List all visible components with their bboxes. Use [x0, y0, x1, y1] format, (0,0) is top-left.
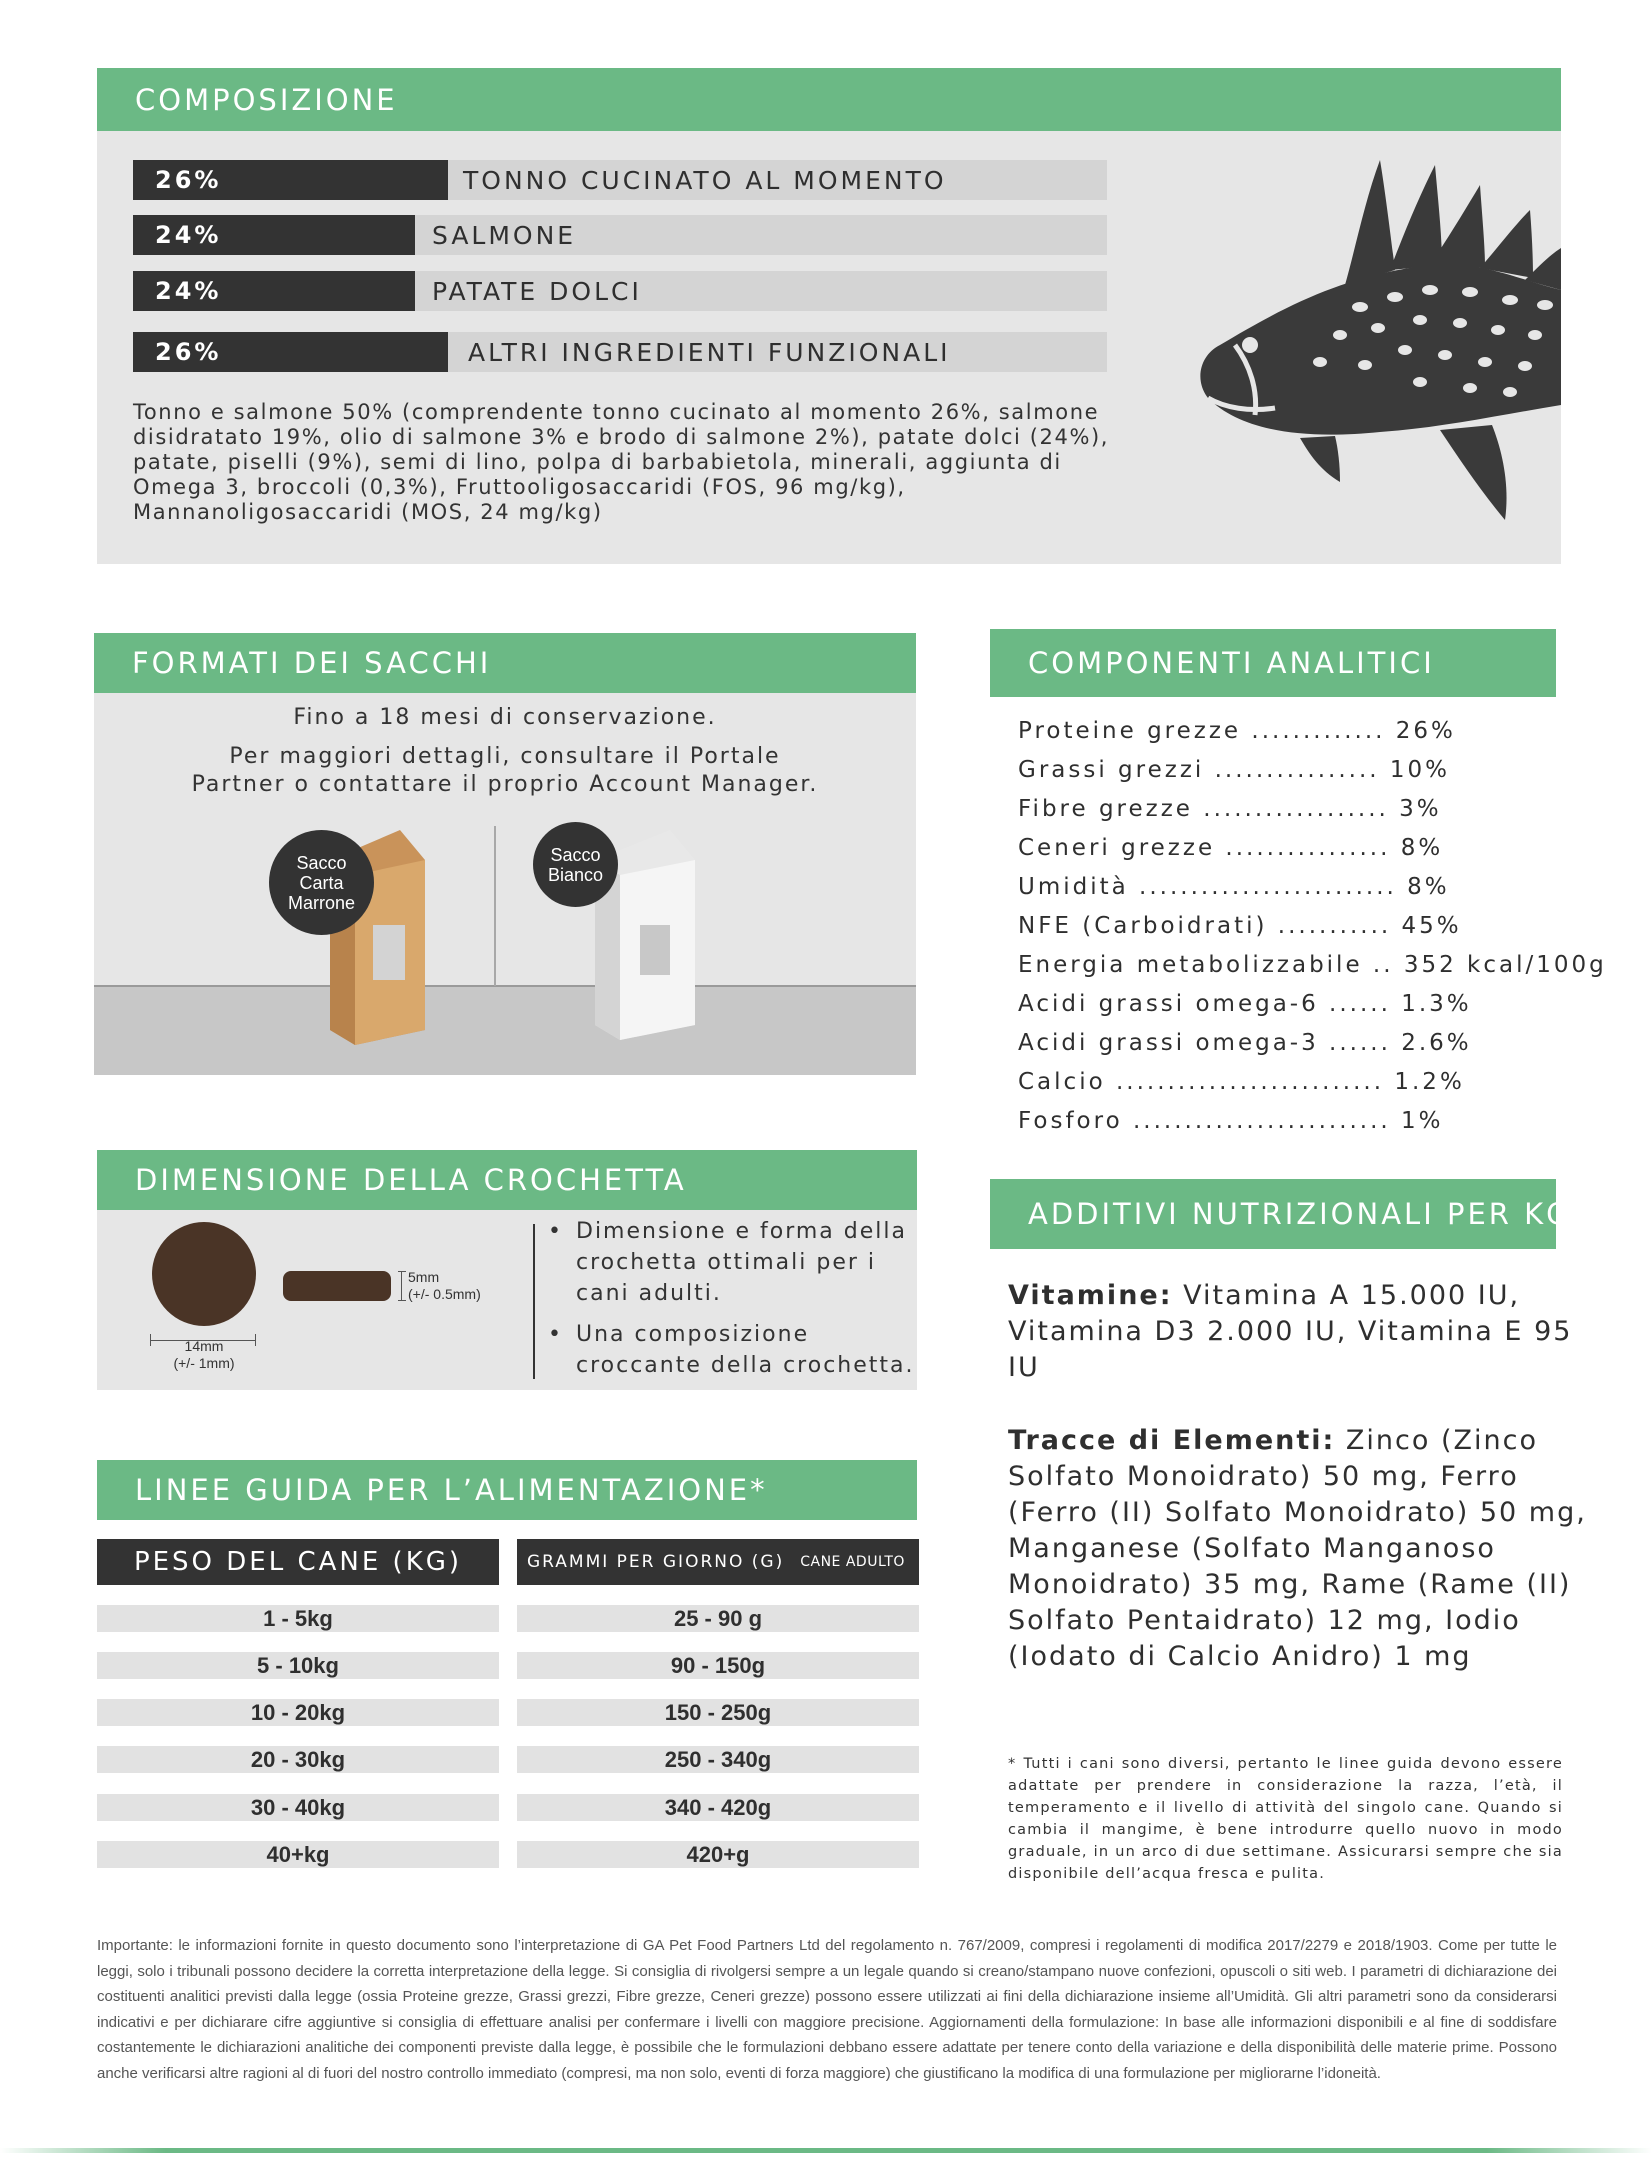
- kibble-bullet: • Dimensione e forma della crochetta ottimali per i cani adulti.: [548, 1216, 918, 1309]
- legal-disclaimer: Importante: le informazioni fornite in questo documento sono l’interpretazione di GA Pet Food Partners Ltd del regolamento n. 767/2009, compresi i regolamenti di modifica 2017/2279 e 2018/1903. Come per tutte le leggi, solo i tribunali possono decidere la corretta interpretazione della legge. Si consiglia di rivolgersi sempre a un legale quando si creano/stampano nuove confezioni, opuscoli o siti web. I parametri di dichiarazione dei costituenti analitici previsti dalla legge (ossia Proteine grezze, Grassi grezzi, Fibre grezze, Ceneri grezze) possono essere utilizzati ai fini della dichiarazione insieme all’Umidità. Gli altri parametri sono da considerarsi indicativi e per dichiarare cifre aggiuntive si consiglia di effettuare analisi per confermare i livelli con maggiore precisione. Aggiornamenti della formulazione: In base alle informazioni disponibili e al fine di soddisfare costantemente le dichiarazioni analitiche dei componenti previste dalla legge, è possibile che le formulazioni debbano essere adattate per tenere conto della variazione e della disponibilità delle materie prime. Possono anche verificarsi altre ragioni al di fuori del nostro controllo immediato (compresi, ma non solo, eventi di forza maggiore) che giustificano la modifica di una formulazione per migliorarne l’idoneità.: [97, 1937, 1557, 2082]
- trace-elements-text: Zinco (Zinco Solfato Monoidrato) 50 mg, Ferro (Ferro (II) Solfato Monoidrato) 50 mg, Manganese (Solfato Manganoso Monoidrato) 35 mg, Rame (Rame (II) Solfato Pentaidrato) 12 mg, Iodio (Iodato di Calcio Anidro) 1 mg: [1008, 1425, 1587, 1672]
- composition-row-label: TONNO CUCINATO AL MOMENTO: [443, 160, 1107, 200]
- analytic-row: Proteine grezze ............. 26%: [1018, 718, 1456, 744]
- bottom-accent-line: [0, 2148, 1652, 2153]
- grams-cell: 420+g: [517, 1841, 919, 1868]
- white-bag-badge: [533, 822, 618, 907]
- analytic-row: Acidi grassi omega-6 ...... 1.3%: [1018, 991, 1472, 1017]
- bags-title: FORMATI DEI SACCHI: [132, 646, 492, 680]
- kibble-bullet: • Una composizione croccante della crochetta.: [548, 1319, 918, 1381]
- composition-row: [133, 160, 1107, 200]
- grams-column-header: [517, 1539, 919, 1585]
- trace-elements-block: [1008, 1423, 1608, 1675]
- analytic-row: Acidi grassi omega-3 ...... 2.6%: [1018, 1030, 1472, 1056]
- feeding-header: [97, 1460, 917, 1520]
- weight-cell: 10 - 20kg: [97, 1699, 499, 1726]
- composition-row-pct: 24%: [133, 271, 415, 311]
- grams-cell: 250 - 340g: [517, 1746, 919, 1773]
- grams-cell: 150 - 250g: [517, 1699, 919, 1726]
- analytic-row: Grassi grezzi ................ 10%: [1018, 757, 1450, 783]
- analytic-title: COMPONENTI ANALITICI: [1028, 646, 1435, 680]
- composition-row-label: PATATE DOLCI: [415, 271, 1107, 311]
- kibble-thickness-label: [408, 1269, 481, 1303]
- composition-row-pct: 26%: [133, 332, 448, 372]
- kibble-top-view-icon: [152, 1222, 256, 1326]
- feeding-title: LINEE GUIDA PER L’ALIMENTAZIONE*: [135, 1473, 768, 1507]
- weight-cell: 40+kg: [97, 1841, 499, 1868]
- weight-cell: 1 - 5kg: [97, 1605, 499, 1632]
- additives-header: [990, 1179, 1585, 1249]
- analytic-header: [990, 629, 1556, 697]
- additives-title: ADDITIVI NUTRIZIONALI PER KG:: [1028, 1197, 1585, 1231]
- composition-row: [133, 215, 1107, 255]
- composition-row-label: ALTRI INGREDIENTI FUNZIONALI: [448, 332, 1107, 372]
- kibble-thickness-tolerance: (+/- 0.5mm): [408, 1286, 481, 1302]
- composition-header: [97, 68, 1561, 131]
- details-note-line1: Per maggiori dettagli, consultare il Portale: [229, 744, 781, 769]
- grams-column-subtitle: CANE ADULTO: [800, 1554, 905, 1570]
- brown-bag-label-1: Sacco: [296, 852, 347, 873]
- composition-title: COMPOSIZIONE: [135, 82, 398, 117]
- kibble-width-value: 14mm: [184, 1338, 224, 1354]
- details-note-line2: Partner o contattare il proprio Account Manager.: [191, 772, 819, 797]
- kibble-width-label: [148, 1338, 260, 1372]
- weight-column-header: PESO DEL CANE (KG): [97, 1539, 499, 1585]
- kibble-header: [97, 1150, 917, 1210]
- bags-header: [94, 633, 916, 693]
- analytic-row: Calcio .......................... 1.2%: [1018, 1069, 1465, 1095]
- composition-row-label: SALMONE: [415, 215, 1107, 255]
- grams-column-title: GRAMMI PER GIORNO (G): [527, 1552, 785, 1572]
- analytic-row: NFE (Carboidrati) ........... 45%: [1018, 913, 1462, 939]
- composition-row: [133, 271, 1107, 311]
- weight-cell: 30 - 40kg: [97, 1794, 499, 1821]
- analytic-row: Umidità ......................... 8%: [1018, 874, 1450, 900]
- grams-cell: 25 - 90 g: [517, 1605, 919, 1632]
- brown-bag-label-3: Marrone: [287, 892, 356, 913]
- kibble-side-view-icon: [283, 1271, 391, 1301]
- analytic-row: Energia metabolizzabile .. 352 kcal/100g: [1018, 952, 1607, 978]
- white-bag-label-1: Sacco: [550, 844, 601, 865]
- composition-row: [133, 332, 1107, 372]
- brown-bag-label-2: Carta: [299, 872, 344, 893]
- white-bag-label-2: Bianco: [547, 864, 604, 885]
- kibble-width-tolerance: (+/- 1mm): [173, 1355, 235, 1371]
- vitamins-label: Vitamine:: [1008, 1280, 1173, 1311]
- vitamins-block: [1008, 1278, 1608, 1386]
- kibble-title: DIMENSIONE DELLA CROCHETTA: [135, 1163, 687, 1197]
- feeding-footnote: * Tutti i cani sono diversi, pertanto le linee guida devono essere adattate per prendere in considerazione la razza, l’età, il temperamento e il livello di attività del singolo cane. Quando si cambia il mangime, è bene introdurre quello nuovo in modo graduale, in un arco di due settimane. Assicurarsi sempre che sia disponibile dell’acqua fresca e pulita.: [1008, 1756, 1563, 1882]
- wall-corner-line: [494, 826, 496, 986]
- kibble-divider: [533, 1224, 535, 1379]
- fish-icon: [1180, 140, 1561, 530]
- grams-cell: 90 - 150g: [517, 1652, 919, 1679]
- kibble-thickness-value: 5mm: [408, 1269, 440, 1285]
- analytic-row: Fosforo ......................... 1%: [1018, 1108, 1444, 1134]
- kibble-bullets: [548, 1216, 918, 1391]
- grams-cell: 340 - 420g: [517, 1794, 919, 1821]
- floor-line: [94, 985, 916, 987]
- trace-elements-label: Tracce di Elementi:: [1008, 1425, 1336, 1456]
- composition-row-pct: 24%: [133, 215, 415, 255]
- composition-row-pct: 26%: [133, 160, 448, 200]
- weight-cell: 5 - 10kg: [97, 1652, 499, 1679]
- analytic-row: Ceneri grezze ................ 8%: [1018, 835, 1444, 861]
- bags-floor: [94, 986, 916, 1075]
- vitamins-text: Vitamina A 15.000 IU, Vitamina D3 2.000 IU, Vitamina E 95 IU: [1008, 1280, 1573, 1383]
- shelf-life-note: Fino a 18 mesi di conservazione.: [293, 705, 717, 730]
- kibble-thickness-ruler: [398, 1271, 406, 1301]
- weight-cell: 20 - 30kg: [97, 1746, 499, 1773]
- composition-text: Tonno e salmone 50% (comprendente tonno cucinato al momento 26%, salmone disidratato 19%, olio di salmone 3% e brodo di salmone 2%), patate dolci (24%), patate, piselli (9%), semi di lino, polpa di barbabietola, minerali, aggiunta di Omega 3, broccoli (0,3%), Fruttooligosaccaridi (FOS, 96 mg/kg), Mannanoligosaccaridi (MOS, 24 mg/kg): [133, 400, 1110, 524]
- brown-bag-badge: [269, 830, 374, 935]
- analytic-row: Fibre grezze .................. 3%: [1018, 796, 1442, 822]
